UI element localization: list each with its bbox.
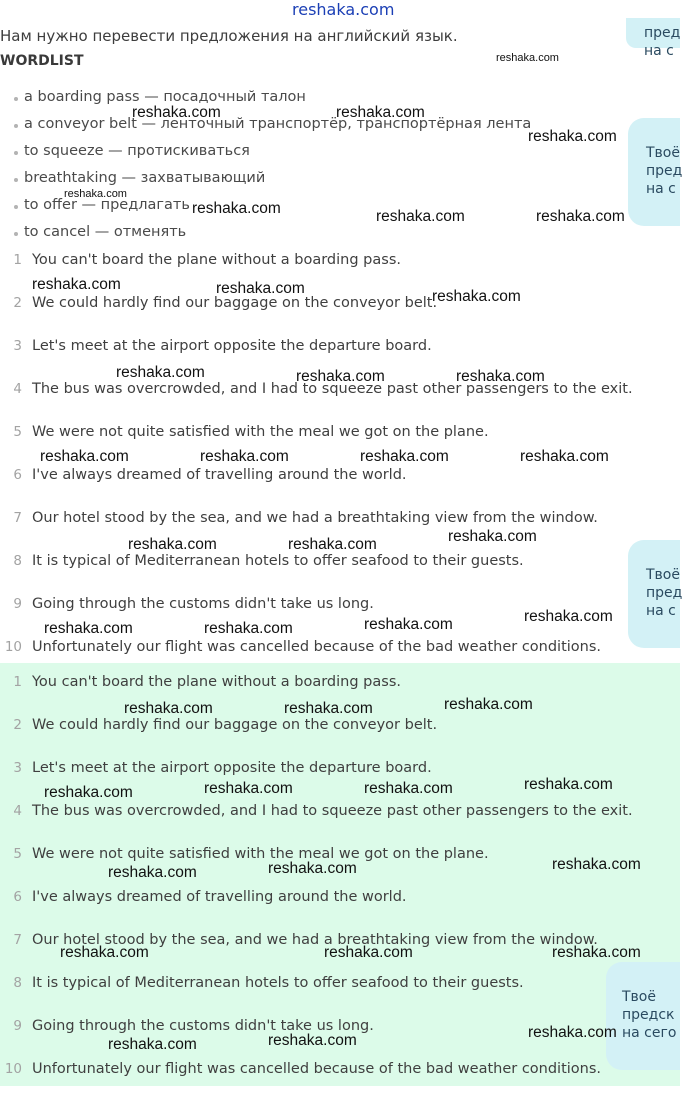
watermark: reshaka.com (204, 620, 293, 637)
wordlist-item: breathtaking — захватывающий (0, 165, 531, 192)
chat-widget-bubble[interactable] (626, 18, 681, 59)
sentence-text: It is typical of Mediterranean hotels to offer seafood to their guests. (32, 553, 524, 569)
watermark: reshaka.com (432, 288, 521, 305)
sentence-text: Going through the customs didn't take us long. (32, 1018, 374, 1034)
sentence-number: 8 (13, 975, 22, 991)
sentence-number: 8 (13, 553, 22, 569)
sentence-text: You can't board the plane without a boarding pass. (32, 674, 401, 690)
watermark: reshaka.com (284, 700, 373, 717)
chat-widget-text: на сего (622, 1025, 677, 1041)
watermark: reshaka.com (108, 1036, 197, 1053)
sentence-text: Let's meet at the airport opposite the departure board. (32, 760, 432, 776)
wordlist-title: WORDLIST (0, 53, 84, 69)
chat-widget-text: пред (646, 585, 682, 601)
watermark: reshaka.com (324, 944, 413, 961)
sentence-item (0, 888, 680, 931)
watermark: reshaka.com (364, 616, 453, 633)
sentence-text: Let's meet at the airport opposite the departure board. (32, 338, 432, 354)
watermark: reshaka.com (204, 780, 293, 797)
watermark: reshaka.com (336, 104, 425, 121)
watermark: reshaka.com (64, 188, 127, 200)
watermark: reshaka.com (128, 536, 217, 553)
watermark: reshaka.com (44, 620, 133, 637)
chat-widget-bubble[interactable] (628, 540, 680, 648)
sentence-item (0, 716, 680, 759)
chat-widget-text: на с (646, 603, 676, 619)
sentence-number: 1 (13, 252, 22, 268)
wordlist-item: a conveyor belt — ленточный транспортёр, транспортёрная лента (0, 111, 531, 138)
watermark: reshaka.com (108, 864, 197, 881)
watermark: reshaka.com (536, 208, 625, 225)
watermark: reshaka.com (132, 104, 221, 121)
chat-widget-bubble[interactable] (628, 118, 680, 226)
wordlist-item: a boarding pass — посадочный талон (0, 84, 531, 111)
watermark: reshaka.com (296, 368, 385, 385)
intro-text: Нам нужно перевести предложения на английский язык. (0, 27, 458, 45)
sentence-item (0, 552, 680, 595)
sentence-text: The bus was overcrowded, and I had to squeeze past other passengers to the exit. (32, 381, 633, 397)
watermark: reshaka.com (524, 776, 613, 793)
watermark: reshaka.com (124, 700, 213, 717)
sentence-text: Our hotel stood by the sea, and we had a breathtaking view from the window. (32, 932, 598, 948)
chat-widget-text: пред (646, 163, 682, 179)
sentence-text: We could hardly find our baggage on the conveyor belt. (32, 295, 438, 311)
sentence-number: 3 (13, 338, 22, 354)
chat-widget-text: предск (622, 1007, 675, 1023)
sentence-number: 10 (4, 1061, 22, 1077)
watermark: reshaka.com (528, 128, 617, 145)
sentence-text: Unfortunately our flight was cancelled because of the bad weather conditions. (32, 639, 602, 655)
watermark: reshaka.com (444, 696, 533, 713)
sentence-number: 6 (13, 467, 22, 483)
sentence-text: We could hardly find our baggage on the conveyor belt. (32, 717, 438, 733)
chat-widget-text: Твоё (622, 989, 656, 1005)
wordlist-item: to offer — предлагать (0, 192, 531, 219)
sentence-item (0, 1060, 680, 1103)
sentence-text: I've always dreamed of travelling around the world. (32, 889, 407, 905)
sentence-text: Our hotel stood by the sea, and we had a breathtaking view from the window. (32, 510, 598, 526)
sentence-item (0, 380, 680, 423)
chat-widget-bubble[interactable] (606, 962, 680, 1070)
sentence-text: Going through the customs didn't take us long. (32, 596, 374, 612)
chat-widget-text: Твоё (646, 567, 680, 583)
watermark: reshaka.com (40, 448, 129, 465)
wordlist-item: to squeeze — протискиваться (0, 138, 531, 165)
sentence-number: 2 (13, 717, 22, 733)
watermark: reshaka.com (116, 364, 205, 381)
wordlist-item: to cancel — отменять (0, 219, 531, 246)
sentence-number: 4 (13, 381, 22, 397)
watermark: reshaka.com (552, 944, 641, 961)
chat-widget-text: пред (644, 25, 681, 41)
sentence-number: 9 (13, 596, 22, 612)
watermark: reshaka.com (456, 368, 545, 385)
watermark: reshaka.com (268, 1032, 357, 1049)
watermark: reshaka.com (364, 780, 453, 797)
chat-widget-text: Твоё (646, 145, 680, 161)
sentence-text: I've always dreamed of travelling around the world. (32, 467, 407, 483)
sentence-number: 2 (13, 295, 22, 311)
sentence-number: 3 (13, 760, 22, 776)
watermark: reshaka.com (192, 200, 281, 217)
watermark: reshaka.com (216, 280, 305, 297)
sentence-item (0, 802, 680, 845)
sentence-item (0, 294, 680, 337)
sentence-number: 4 (13, 803, 22, 819)
sentence-number: 7 (13, 510, 22, 526)
chat-widget-text: на с (644, 43, 674, 59)
watermark: reshaka.com (552, 856, 641, 873)
sentence-text: You can't board the plane without a boarding pass. (32, 252, 401, 268)
sentence-item (0, 974, 680, 1017)
sentence-number: 10 (4, 639, 22, 655)
watermark: reshaka.com (200, 448, 289, 465)
sentence-number: 1 (13, 674, 22, 690)
watermark: reshaka.com (44, 784, 133, 801)
watermark: reshaka.com (60, 944, 149, 961)
sentence-number: 5 (13, 846, 22, 862)
sentence-text: It is typical of Mediterranean hotels to offer seafood to their guests. (32, 975, 524, 991)
watermark: reshaka.com (520, 448, 609, 465)
watermark: reshaka.com (360, 448, 449, 465)
sentence-number: 5 (13, 424, 22, 440)
watermark: reshaka.com (288, 536, 377, 553)
sentence-text: We were not quite satisfied with the meal we got on the plane. (32, 424, 489, 440)
sentence-text: We were not quite satisfied with the meal we got on the plane. (32, 846, 489, 862)
sentence-text: The bus was overcrowded, and I had to squeeze past other passengers to the exit. (32, 803, 633, 819)
watermark: reshaka.com (524, 608, 613, 625)
chat-widget-text: на с (646, 181, 676, 197)
watermark: reshaka.com (32, 276, 121, 293)
sentence-item (0, 466, 680, 509)
sentence-text: Unfortunately our flight was cancelled because of the bad weather conditions. (32, 1061, 602, 1077)
watermark: reshaka.com (496, 52, 559, 64)
watermark: reshaka.com (528, 1024, 617, 1041)
sentence-number: 7 (13, 932, 22, 948)
sentence-number: 6 (13, 889, 22, 905)
watermark: reshaka.com (268, 860, 357, 877)
watermark: reshaka.com (376, 208, 465, 225)
sentence-number: 9 (13, 1018, 22, 1034)
watermark: reshaka.com (448, 528, 537, 545)
site-link[interactable]: reshaka.com (292, 0, 395, 19)
